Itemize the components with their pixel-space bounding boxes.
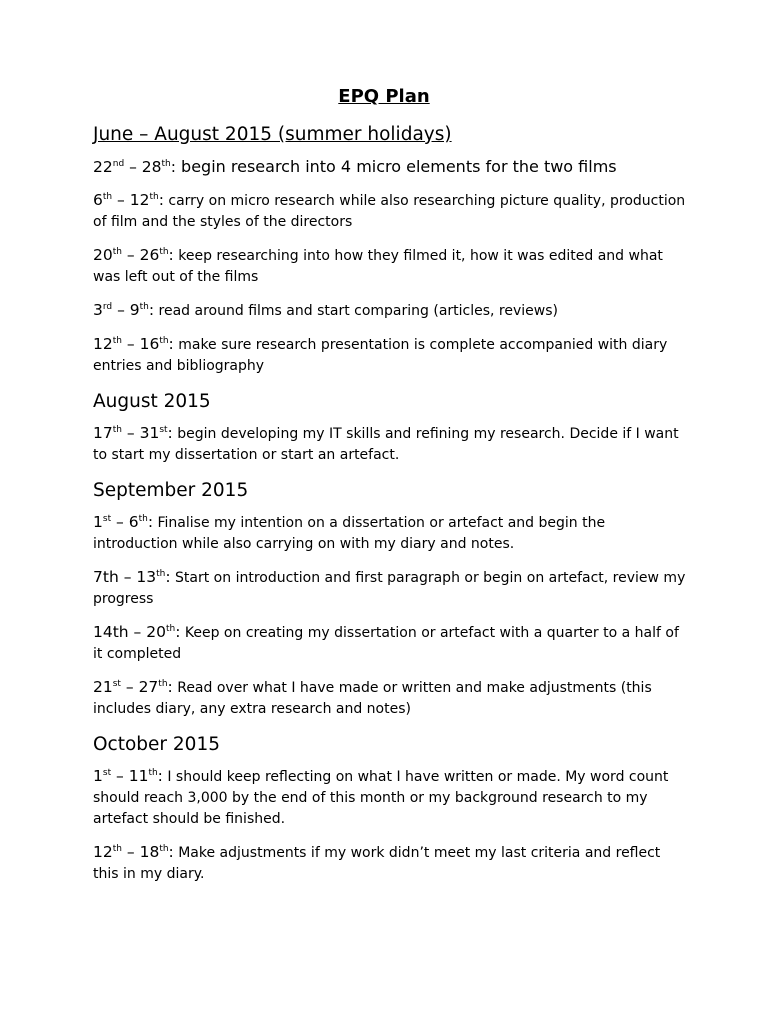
date-suffix: th [158,679,168,689]
date-suffix: st [112,679,121,689]
entry-date: 1st – 6th: [93,513,154,531]
entry-text: Start on introduction and first paragraph or begin on artefact, review my progress [93,570,686,607]
plan-entry [93,567,688,610]
date-start: 22 [93,158,113,176]
entry-text: make sure research presentation is complete accompanied with diary entries and bibliography [93,337,668,374]
entry-date: 20th – 26th: [93,246,174,264]
date-end: 11 [128,767,149,785]
plan-entry [93,190,688,233]
date-start: 12 [93,843,113,861]
plan-entry [93,334,688,377]
entry-text: I should keep reflecting on what I have written or made. My word count should reach 3,000 by the end of this month or my background research to my artefact should be finished. [93,769,669,827]
date-suffix: th [149,192,159,202]
entry-date: 21st – 27th: [93,678,173,696]
entry-text: Make adjustments if my work didn’t meet my last criteria and reflect this in my diary. [93,845,661,882]
entry-text: begin research into 4 micro elements for the two films [175,157,617,176]
date-end: 18 [139,843,160,861]
entry-date: 1st – 11th: [93,767,163,785]
date-start: 1 [93,767,103,785]
date-suffix: th [159,844,169,854]
date-suffix: th [159,336,169,346]
date-suffix: th [139,302,149,312]
date-end: 13 [136,568,157,586]
date-suffix: st [102,768,112,778]
date-start: 17 [93,424,113,442]
date-start: 1 [93,513,103,531]
entry-text: begin developing my IT skills and refining my research. Decide if I want to start my dissertation or start an artefact. [93,426,679,463]
entry-text: Read over what I have made or written and make adjustments (this includes diary, any extra research and notes) [93,680,652,717]
plan-content [93,122,688,897]
date-end: 6 [128,513,139,531]
date-start: 6 [93,191,103,209]
date-start: 3 [93,301,103,319]
section-heading: October 2015 [93,734,220,755]
entry-text: keep researching into how they filmed it, how it was edited and what was left out of the films [93,248,663,285]
entry-date: 12th – 16th: [93,335,174,353]
date-suffix: rd [102,302,113,312]
entry-text: carry on micro research while also researching picture quality, production of film and the styles of the directors [93,193,686,230]
section-heading: June – August 2015 (summer holidays) [93,124,452,145]
date-suffix: th [165,624,176,634]
entry-text: Keep on creating my dissertation or artefact with a quarter to a half of it completed [93,625,679,662]
page-title: EPQ Plan [338,86,430,107]
date-suffix: th [161,159,171,169]
entry-date: 17th – 31st: [93,424,173,442]
section-heading: September 2015 [93,480,249,501]
date-end: 16 [139,335,160,353]
date-suffix: th [156,569,166,579]
date-suffix: th [148,768,158,778]
date-suffix: st [159,425,168,435]
entry-date: 14th – 20th: [93,623,181,641]
date-start: 20 [93,246,113,264]
date-end: 31 [139,424,160,442]
date-end: 20 [146,623,166,641]
date-start: 14th [93,623,129,641]
plan-entry [93,842,688,885]
date-end: 28 [141,158,162,176]
date-start: 21 [93,678,113,696]
plan-entry [93,766,688,830]
plan-entry [93,423,688,466]
plan-entry [93,512,688,555]
date-start: 12 [93,335,113,353]
date-suffix: th [159,247,169,257]
section-heading: August 2015 [93,391,211,412]
entry-date: 6th – 12th: [93,191,164,209]
date-end: 12 [129,191,150,209]
entry-date: 3rd – 9th: [93,301,155,319]
plan-entry [93,245,688,288]
date-end: 27 [138,678,159,696]
plan-entry [93,622,688,665]
entry-date: 22nd – 28th: [93,158,176,176]
date-start: 7th [93,568,119,586]
date-suffix: th [112,425,122,435]
date-suffix: th [102,192,113,202]
entry-text: Finalise my intention on a dissertation or artefact and begin the introduction while also carrying on with my diary and notes. [93,515,606,552]
date-end: 9 [129,301,140,319]
entry-date: 12th – 18th: [93,843,174,861]
date-suffix: th [112,247,122,257]
date-suffix: th [112,844,122,854]
date-suffix: nd [112,159,125,169]
date-suffix: st [102,514,112,524]
date-suffix: th [112,336,122,346]
plan-entry [93,300,688,322]
entry-text: read around films and start comparing (articles, reviews) [154,303,558,319]
plan-entry [93,677,688,720]
plan-entry [93,156,688,178]
date-end: 26 [139,246,160,264]
date-suffix: th [138,514,148,524]
entry-date: 7th – 13th: [93,568,171,586]
